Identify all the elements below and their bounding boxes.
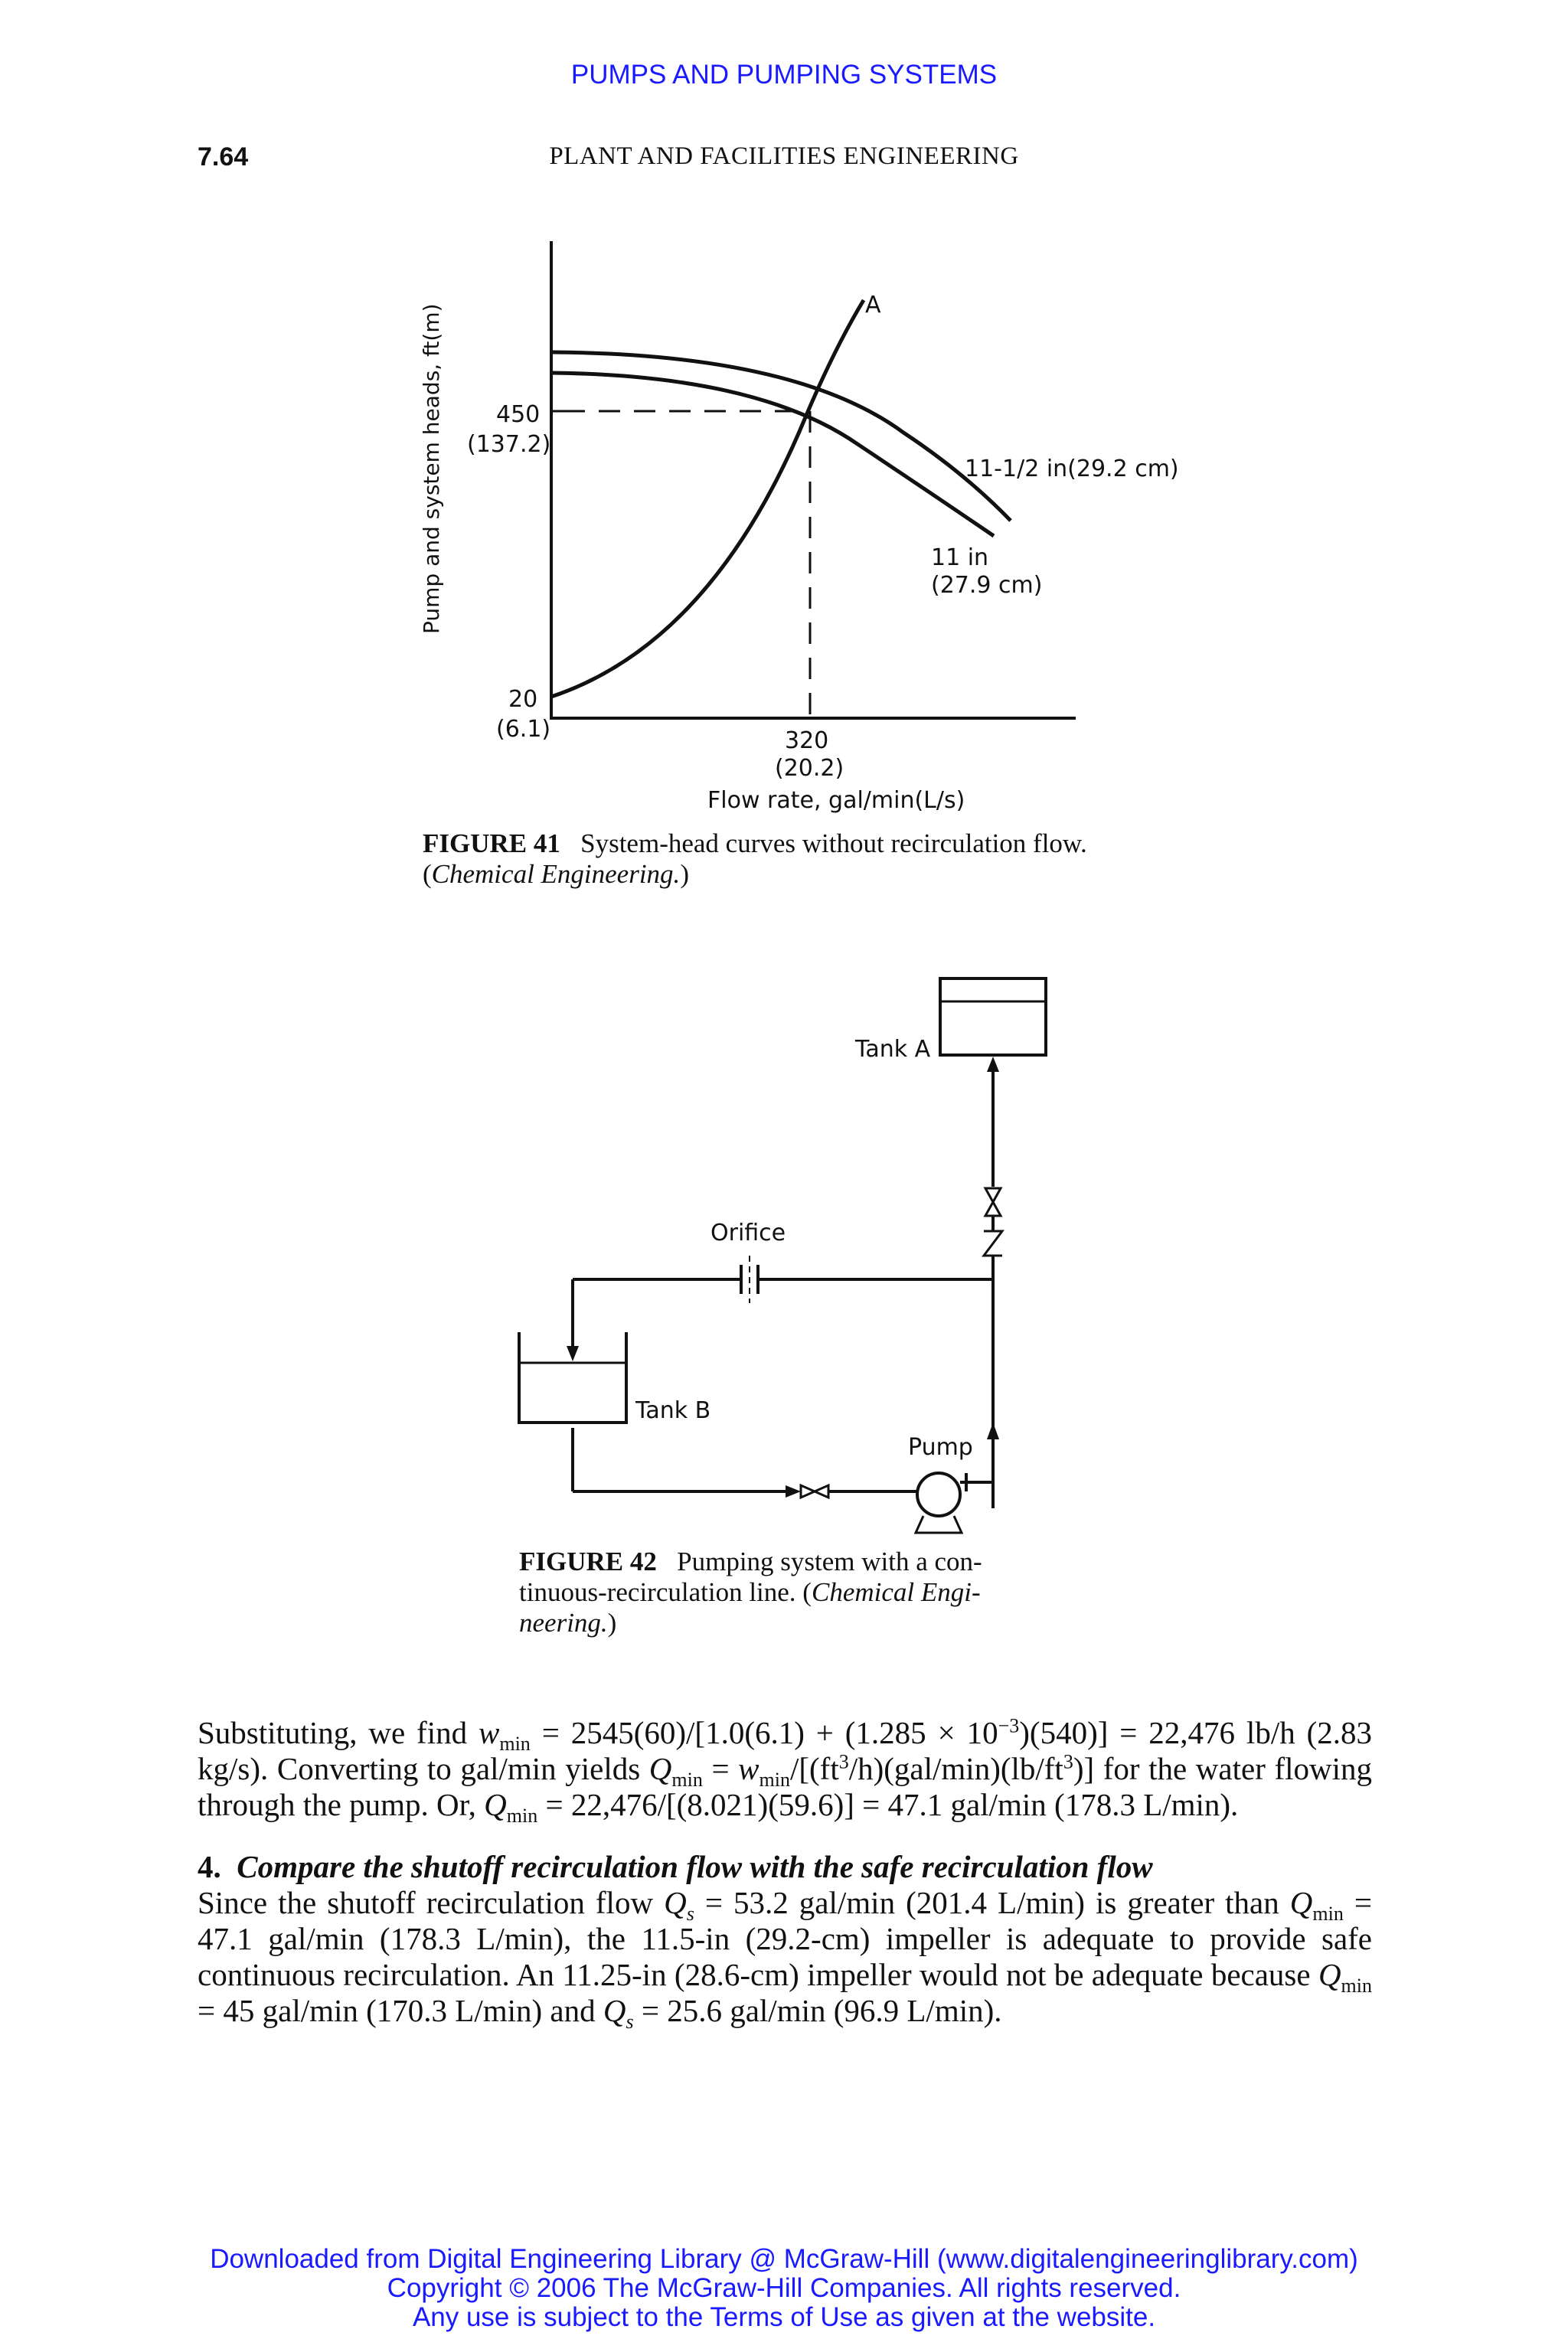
figure-42-diagram [0,949,1568,1562]
figure-42-caption-text-2: tinuous-recirculation line. ( [519,1577,812,1607]
book-title: PLANT AND FACILITIES ENGINEERING [549,142,1019,170]
arrow-pump-discharge [987,1423,999,1439]
figure-42-source: Chemical Engi- [811,1577,981,1607]
figure-41-number: FIGURE 41 [423,828,560,858]
pump [917,1473,960,1516]
body-text [198,1714,1373,2034]
curve-a-label: A [865,292,881,318]
paragraph-shutoff: Since the shutoff recirculation flow $Q_s = 53.2$ gal/min (201.4 L/min) is greater than $Q_{min} = 47.1$ gal/min (178.3 L/min), the 11.5-in (29.2-cm) impeller is adequate to provide safe continuous recirculation. An 11.25-in (28.6-cm) impeller would not be adequate because $Q_{min} = 45$ gal/min (170.3 L/min) and $Q_s = 25.6$ gal/min (96.9 L/min). [198,1885,1373,2034]
step-4-heading: 4. Compare the shutoff recirculation flow with the safe recirculation flow [198,1849,1153,1884]
tick-label-20: 20 [508,686,538,713]
footer-download-link[interactable]: Downloaded from Digital Engineering Library @ McGraw-Hill (www.digitalengineeringlibrary.com) [210,2244,1358,2274]
figure-41-chart [0,0,1568,842]
figure-42-caption-text: Pumping system with a con- [677,1547,982,1576]
impeller-small-metric: (27.9 cm) [931,572,1043,599]
tick-label-320: 320 [785,727,829,754]
arrow-to-tank-b [567,1346,579,1361]
footer [0,2245,1568,2332]
tank-b-label: Tank B [635,1397,711,1424]
pump-curve-11-in [551,373,994,536]
impeller-large-label: 11-1/2 in(29.2 cm) [965,456,1179,482]
tick-label-20-metric: (6.1) [496,716,551,743]
footer-terms: Any use is subject to the Terms of Use as given at the website. [412,2302,1156,2332]
tick-label-450: 450 [496,401,541,428]
impeller-small-label: 11 in [931,544,989,571]
figure-41-caption: FIGURE 41 System-head curves without recirculation flow. (Chemical Engineering.) [423,828,1087,889]
figure-41-source: Chemical Engineering. [431,859,681,889]
arrow-to-tank-a [987,1057,999,1072]
paragraph-substituting: Substituting, we find $w_{min} = 2545(60)/[1.0(6.1) + (1.285 \times 10^{-3})(540)] = 22,476$ lb/h (2.83 kg/s). Converting to gal/min yields $Q_{min} = w_{min}/[(ft^3/h)(gal/\min)(lb/ft^3)]$ for the water flowing through the pump. Or, $Q_{min} = 22,476/[(8.021)(59.6)] = 47.1$ gal/min (178.3 L/min). [198,1714,1372,1828]
figure-42-caption [519,1547,1070,1638]
system-curve-a [551,300,864,697]
footer-copyright: Copyright © 2006 The McGraw-Hill Companies. All rights reserved. [387,2273,1181,2303]
tank-a-label: Tank A [855,1036,931,1063]
x-axis-label: Flow rate, gal/min(L/s) [707,787,965,814]
running-head: PUMPS AND PUMPING SYSTEMS [570,60,998,90]
y-axis-label: Pump and system heads, ft(m) [419,303,444,634]
figure-41-caption-text: System-head curves without recirculation flow. [580,828,1087,858]
pump-label: Pump [908,1434,973,1461]
figure-42-number: FIGURE 42 [519,1547,657,1576]
page-number: 7.64 [198,142,249,172]
figure-42-source-2: neering. [519,1608,608,1638]
tank-a [940,978,1046,1055]
check-valve [984,1231,1002,1256]
tick-label-320-metric: (20.2) [775,755,844,782]
figure-42-caption-close: ) [607,1608,617,1638]
orifice-label: Orifice [710,1220,786,1246]
tick-label-450-metric: (137.2) [467,431,551,458]
